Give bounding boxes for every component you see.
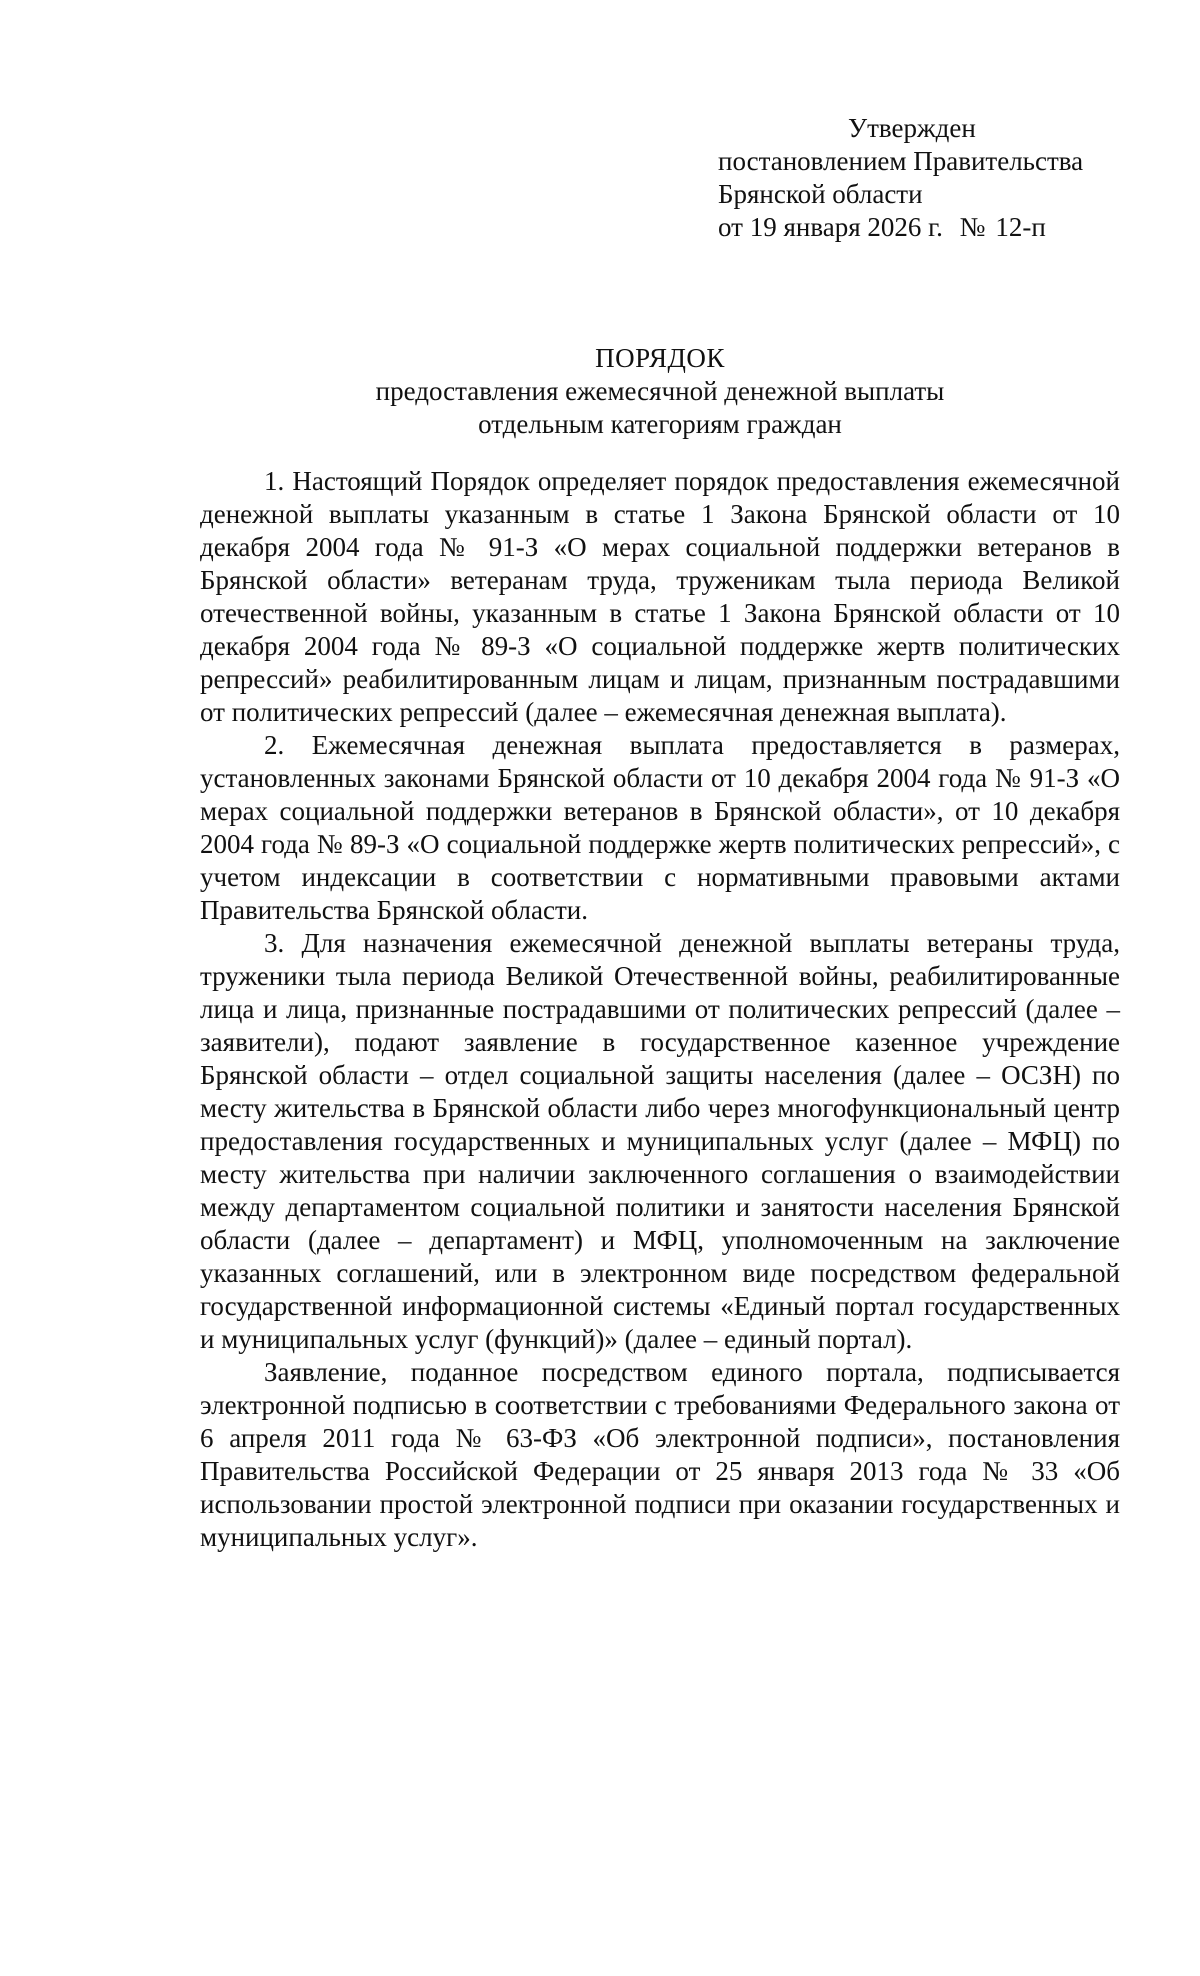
approval-stamp xyxy=(718,112,1158,244)
paragraph-2: 2. Ежемесячная денежная выплата предоставляется в размерах, установленных законами Брянской области от 10 декабря 2004 года № 91-З «О мерах социальной поддержки ветеранов в Брянской области», от 10 декабря 2004 года № 89-З «О социальной поддержке жертв политических репрессий», с учетом индексации в соответствии с нормативными правовыми актами Правительства Брянской области. xyxy=(200,730,1120,925)
approval-date: 19 января 2026 г. xyxy=(749,212,943,242)
document-subtitle-line-1: предоставления ежемесячной денежной выплаты xyxy=(375,376,945,406)
approval-number: 12-п xyxy=(995,212,1046,242)
document-subtitle-line-2: отдельным категориям граждан xyxy=(478,409,842,439)
paragraph-1: 1. Настоящий Порядок определяет порядок предоставления ежемесячной денежной выплаты указанным в статье 1 Закона Брянской области от 10 декабря 2004 года № 91-З «О мерах социальной поддержки ветеранов в Брянской области» ветеранам труда, труженикам тыла периода Великой отечественной войны, указанным в статье 1 Закона Брянской области от 10 декабря 2004 года № 89-З «О социальной поддержке жертв политических репрессий» реабилитированным лицам и лицам, признанным пострадавшими от политических репрессий (далее – ежемесячная денежная выплата). xyxy=(200,466,1120,727)
paragraph-3: 3. Для назначения ежемесячной денежной выплаты ветераны труда, труженики тыла периода Великой Отечественной войны, реабилитированные лица и лица, признанные пострадавшими от политических репрессий (далее – заявители), подают заявление в государственное казенное учреждение Брянской области – отдел социальной защиты населения (далее – ОСЗН) по месту жительства в Брянской области либо через многофункциональный центр предоставления государственных и муниципальных услуг (далее – МФЦ) по месту жительства при наличии заключенного соглашения о взаимодействии между департаментом социальной политики и занятости населения Брянской области (далее – департамент) и МФЦ, уполномоченным на заключение указанных соглашений, или в электронном виде посредством федеральной государственной информационной системы «Единый портал государственных и муниципальных услуг (функций)» (далее – единый портал). xyxy=(200,928,1120,1354)
approval-line-resolution: постановлением Правительства xyxy=(718,146,1084,176)
approval-line-date xyxy=(718,211,1158,244)
document-title-block xyxy=(200,342,1120,441)
approval-date-prefix: от xyxy=(718,212,743,242)
document-heading: ПОРЯДОК xyxy=(595,343,725,373)
paragraph-4: Заявление, поданное посредством единого портала, подписывается электронной подписью в соответствии с требованиями Федерального закона от 6 апреля 2011 года № 63-ФЗ «Об электронной подписи», постановления Правительства Российской Федерации от 25 января 2013 года № 33 «Об использовании простой электронной подписи при оказании государственных и муниципальных услуг». xyxy=(200,1357,1120,1552)
approval-line-approved: Утвержден xyxy=(848,113,976,143)
document-body xyxy=(200,465,1120,1554)
approval-line-region: Брянской области xyxy=(718,179,923,209)
approval-number-sign: № xyxy=(959,212,986,242)
